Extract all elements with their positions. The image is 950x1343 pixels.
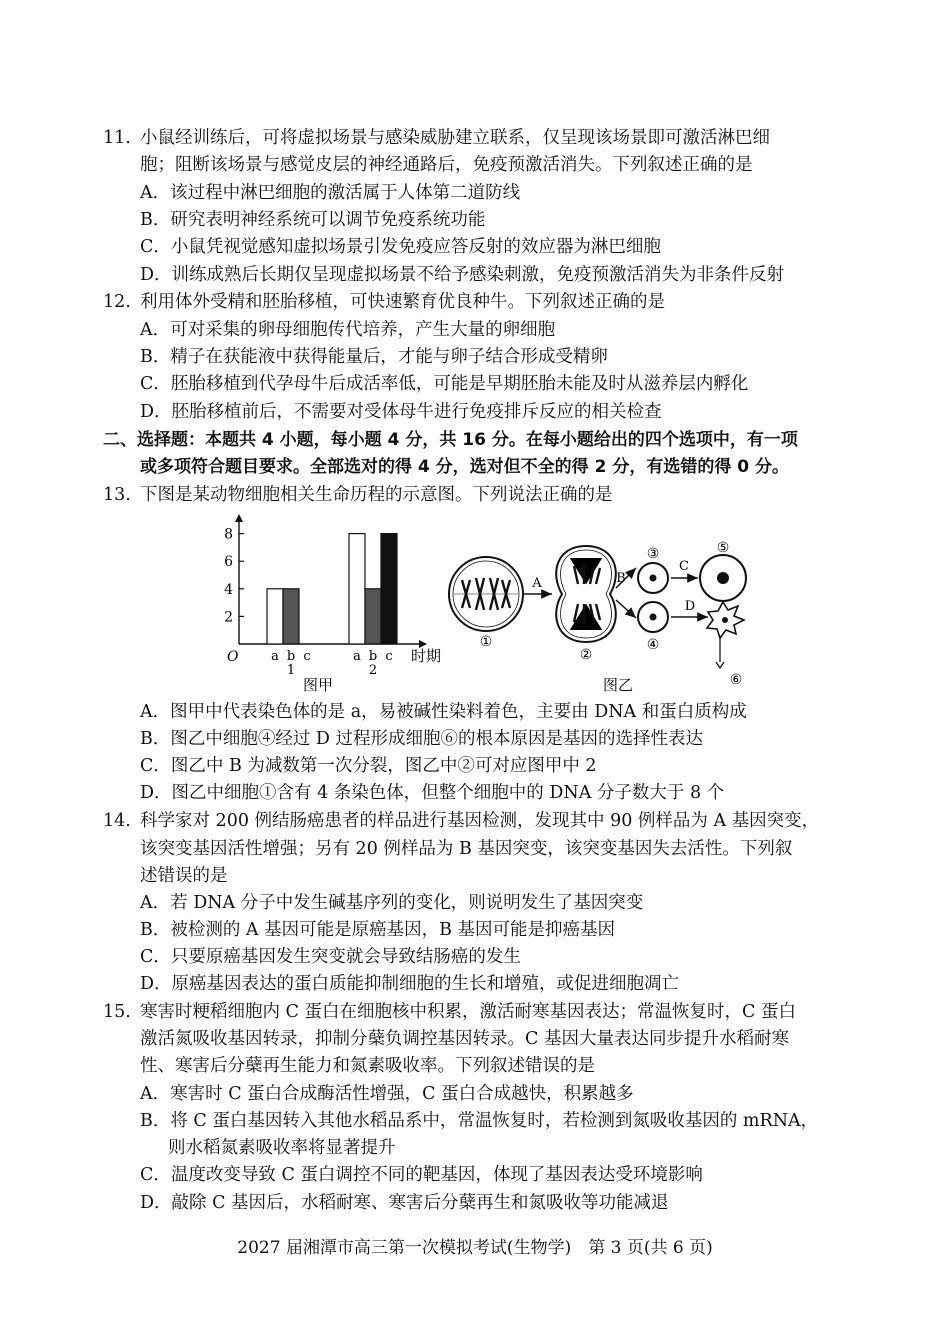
q14-option-c: C．只要原癌基因发生突变就会导致结肠癌的发生 <box>140 947 521 967</box>
y-tick-label: 4 <box>224 581 233 598</box>
bar-letter-c: c <box>303 649 311 664</box>
q13-option-b: B．图乙中细胞④经过 D 过程形成细胞⑥的根本原因是基因的选择性表达 <box>140 729 704 749</box>
cell-4 <box>638 602 668 632</box>
bar-letter-a: a <box>353 649 361 664</box>
bar-b-group-1 <box>283 589 299 644</box>
q13-option-d: D．图乙中细胞①含有 4 条染色体，但整个细胞中的 DNA 分子数大于 8 个 <box>140 783 725 803</box>
y-tick-label: 2 <box>224 609 233 626</box>
figure-yi-diagram <box>440 538 770 693</box>
q15-stem-line1: 寒害时粳稻细胞内 C 蛋白在细胞核中积累，激活耐寒基因表达；常温恢复时，C 蛋白 <box>140 1002 796 1022</box>
q14-option-a: A．若 DNA 分子中发生碱基序列的变化，则说明发生了基因突变 <box>140 893 644 913</box>
y-tick-label: 8 <box>224 526 233 543</box>
q11-option-d: D．训练成熟后长期仅呈现虚拟场景不给予感染刺激，免疫预激活消失为非条件反射 <box>140 265 785 285</box>
section2-header-line1: 二、选择题：本题共 4 小题，每小题 4 分，共 16 分。在每小题给出的四个选项中，有一项 <box>103 430 798 450</box>
q14-stem-line3: 述错误的是 <box>140 866 228 886</box>
q15-option-a: A．寒害时 C 蛋白合成酶活性增强，C 蛋白合成越快，积累越多 <box>140 1084 634 1104</box>
bar-a-group-2 <box>349 534 365 644</box>
cell-1-mitosis-metaphase <box>449 557 523 631</box>
q13-number: 13. <box>103 485 131 505</box>
q14-stem-line2: 该突变基因活性增强；另有 20 例样品为 B 基因突变，该突变基因失去活性。下列叙 <box>140 839 793 859</box>
q13-option-c: C．图乙中 B 为减数第一次分裂，图乙中②可对应图甲中 2 <box>140 756 597 776</box>
arrow-b-lower <box>616 600 636 618</box>
bar-letter-b: b <box>286 649 296 664</box>
group-label-1: 1 <box>286 663 296 678</box>
q15-option-b-line2: 则水稻氮素吸收率将显著提升 <box>168 1138 396 1158</box>
q15-option-d: D．敲除 C 基因后，水稻耐寒、寒害后分蘖再生和氮吸收等功能减退 <box>140 1193 669 1213</box>
q13-stem-line1: 下图是某动物细胞相关生命历程的示意图。下列说法正确的是 <box>140 485 613 505</box>
bar-letter-b: b <box>368 649 378 664</box>
cell-label-6: ⑥ <box>729 672 743 688</box>
cell-label-5: ⑤ <box>716 540 730 556</box>
cell-label-3: ③ <box>646 546 660 562</box>
q12-stem-line1: 利用体外受精和胚胎移植，可快速繁育优良种牛。下列叙述正确的是 <box>140 292 665 312</box>
bar-letter-c: c <box>385 649 393 664</box>
q11-stem-line1: 小鼠经训练后，可将虚拟场景与感染威胁建立联系，仅呈现该场景即可激活淋巴细 <box>140 128 770 148</box>
q12-number: 12. <box>103 292 131 312</box>
q11-option-a: A．该过程中淋巴细胞的激活属于人体第二道防线 <box>140 183 521 203</box>
q15-stem-line2: 激活氮吸收基因转录，抑制分蘖负调控基因转录。C 基因大量表达同步提升水稻耐寒 <box>140 1029 789 1049</box>
q13-option-a: A．图甲中代表染色体的是 a，易被碱性染料着色，主要由 DNA 和蛋白质构成 <box>140 702 747 722</box>
figure-jia-chart <box>215 510 455 695</box>
arrow-d-label: D <box>684 599 696 614</box>
origin-label: O <box>227 649 239 665</box>
arrow-a-label: A <box>532 576 542 591</box>
q11-number: 11. <box>103 128 131 148</box>
cell-2-dividing <box>556 546 616 642</box>
bar-a-group-1 <box>267 589 283 644</box>
cell-label-2: ② <box>579 647 593 663</box>
cell-label-1: ① <box>479 634 493 650</box>
bar-letter-a: a <box>271 649 279 664</box>
q15-number: 15. <box>103 1002 131 1022</box>
q11-stem-line2: 胞；阻断该场景与感觉皮层的神经通路后，免疫预激活消失。下列叙述正确的是 <box>140 155 753 175</box>
q12-option-b: B．精子在获能液中获得能量后，才能与卵子结合形成受精卵 <box>140 347 608 367</box>
q14-number: 14. <box>103 811 131 831</box>
q14-option-d: D．原癌基因表达的蛋白质能抑制细胞的生长和增殖，或促进细胞凋亡 <box>140 974 680 994</box>
cell-5 <box>700 555 746 601</box>
page-footer: 2027 届湘潭市高三第一次模拟考试(生物学) 第 3 页(共 6 页) <box>237 1238 713 1258</box>
q14-stem-line1: 科学家对 200 例结肠癌患者的样品进行基因检测，发现其中 90 例样品为 A 基因突变， <box>140 811 820 831</box>
cell-6-neuron <box>707 602 744 668</box>
q15-stem-line3: 性、寒害后分蘖再生能力和氮素吸收率。下列叙述错误的是 <box>140 1056 595 1076</box>
cell-label-4: ④ <box>646 637 660 653</box>
cell-3 <box>638 563 668 593</box>
y-tick-label: 6 <box>224 554 233 571</box>
arrow-c-label: C <box>679 559 689 574</box>
bar-c-group-2 <box>381 534 397 644</box>
q15-option-b-line1: B．将 C 蛋白基因转入其他水稻品系中，常温恢复时，若检测到氮吸收基因的 mRNA， <box>140 1111 819 1131</box>
x-axis-label: 时期 <box>411 647 442 665</box>
q11-option-c: C．小鼠凭视觉感知虚拟场景引发免疫应答反射的效应器为淋巴细胞 <box>140 237 661 257</box>
figure-yi-caption: 图乙 <box>602 676 634 693</box>
bar-b-group-2 <box>365 589 381 644</box>
q14-option-b: B．被检测的 A 基因可能是原癌基因，B 基因可能是抑癌基因 <box>140 920 616 940</box>
figure-jia-caption: 图甲 <box>302 676 334 694</box>
q12-option-d: D．胚胎移植前后，不需要对受体母牛进行免疫排斥反应的相关检查 <box>140 402 662 422</box>
q12-option-c: C．胚胎移植到代孕母牛后成活率低，可能是早期胚胎未能及时从滋养层内孵化 <box>140 374 749 394</box>
q15-option-c: C．温度改变导致 C 蛋白调控不同的靶基因，体现了基因表达受环境影响 <box>140 1165 703 1185</box>
y-axis-arrow <box>235 514 243 522</box>
section2-header-line2: 或多项符合题目要求。全部选对的得 4 分，选对但不全的得 2 分，有选错的得 0 分。 <box>140 457 789 477</box>
arrow-b-label: B <box>616 571 626 586</box>
q11-option-b: B．研究表明神经系统可以调节免疫系统功能 <box>140 210 486 230</box>
group-label-2: 2 <box>368 663 378 678</box>
q12-option-a: A．可对采集的卵母细胞传代培养，产生大量的卵细胞 <box>140 320 556 340</box>
